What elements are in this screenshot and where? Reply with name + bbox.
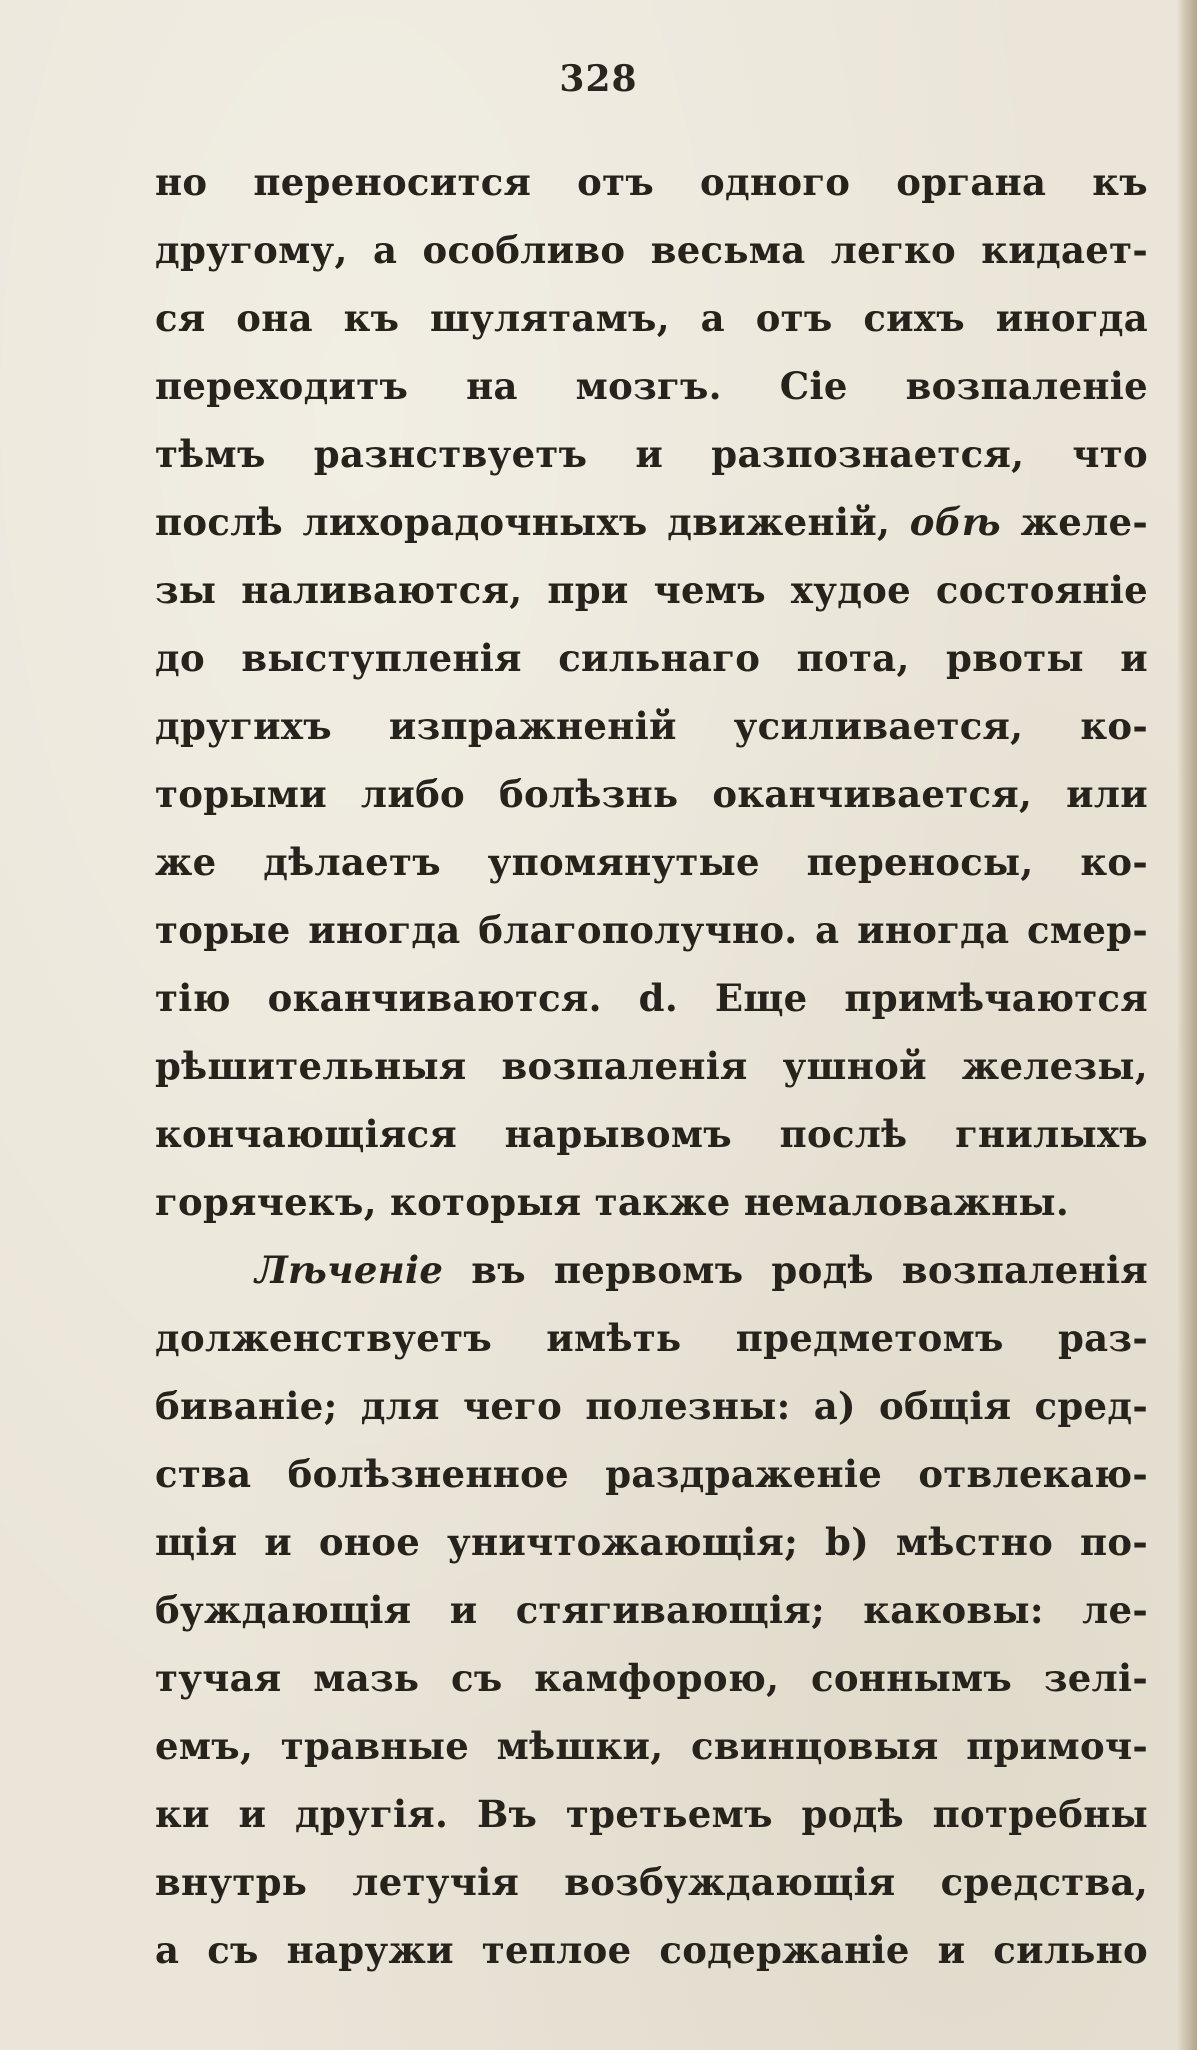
italic-heading-word: Лѣченіе [255, 1248, 444, 1292]
text-line-with-italic [155, 488, 1148, 556]
text-line: ства болѣзненное раздраженіе отвлекаю- [155, 1452, 1148, 1496]
text-line: ся она къ шулятамъ, а отъ сихъ иногда [155, 296, 1148, 340]
text-line: другому, а особливо весьма легко кидает- [155, 228, 1148, 272]
text-fragment: желе- [1020, 500, 1148, 544]
text-line: емъ, травные мѣшки, свинцовыя примоч- [155, 1724, 1148, 1768]
text-line: но переносится отъ одного органа къ [155, 160, 1148, 204]
text-line: кончающіяся нарывомъ послѣ гнилыхъ [155, 1112, 1148, 1156]
paragraph-first-line [155, 1236, 1148, 1304]
text-line: до выступленія сильнаго пота, рвоты и [155, 636, 1148, 680]
italic-word: обѣ [909, 500, 1001, 544]
text-fragment: въ первомъ родѣ возпаленія [471, 1248, 1148, 1292]
text-line: тѣмъ разнствуетъ и разпознается, что [155, 432, 1148, 476]
text-line: торые иногда благополучно. а иногда смер- [155, 908, 1148, 952]
text-line: тучая мазь съ камфорою, соннымъ зелі- [155, 1656, 1148, 1700]
text-line: а съ наружи теплое содержаніе и сильно [155, 1928, 1148, 1972]
page-number: 328 [559, 58, 638, 100]
text-line: тію оканчиваются. d. Еще примѣчаются [155, 976, 1148, 1020]
paragraph-last-line: горячекъ, которыя также немаловажны. [155, 1180, 1070, 1224]
text-line: внутрь летучія возбуждающія средства, [155, 1860, 1148, 1904]
text-line: торыми либо болѣзнь оканчивается, или [155, 772, 1148, 816]
page-edge-shadow [1177, 0, 1197, 2050]
text-line: рѣшительныя возпаленія ушной железы, [155, 1044, 1148, 1088]
text-line: буждающія и стягивающія; каковы: ле- [155, 1588, 1148, 1632]
text-fragment: послѣ лихорадочныхъ движеній, [155, 500, 891, 544]
text-line: биваніе; для чего полезны: a) общія сред- [155, 1384, 1148, 1428]
text-line: зы наливаются, при чемъ худое состояніе [155, 568, 1148, 612]
body-text [155, 148, 1148, 1984]
text-line: другихъ изпражненій усиливается, ко- [155, 704, 1148, 748]
text-line: же дѣлаетъ упомянутые переносы, ко- [155, 840, 1148, 884]
text-line: ки и другія. Въ третьемъ родѣ потребны [155, 1792, 1148, 1836]
text-line: щія и оное уничтожающія; b) мѣстно по- [155, 1520, 1148, 1564]
text-line: переходитъ на мозгъ. Сіе возпаленіе [155, 364, 1148, 408]
text-line: долженствуетъ имѣть предметомъ раз- [155, 1316, 1148, 1360]
